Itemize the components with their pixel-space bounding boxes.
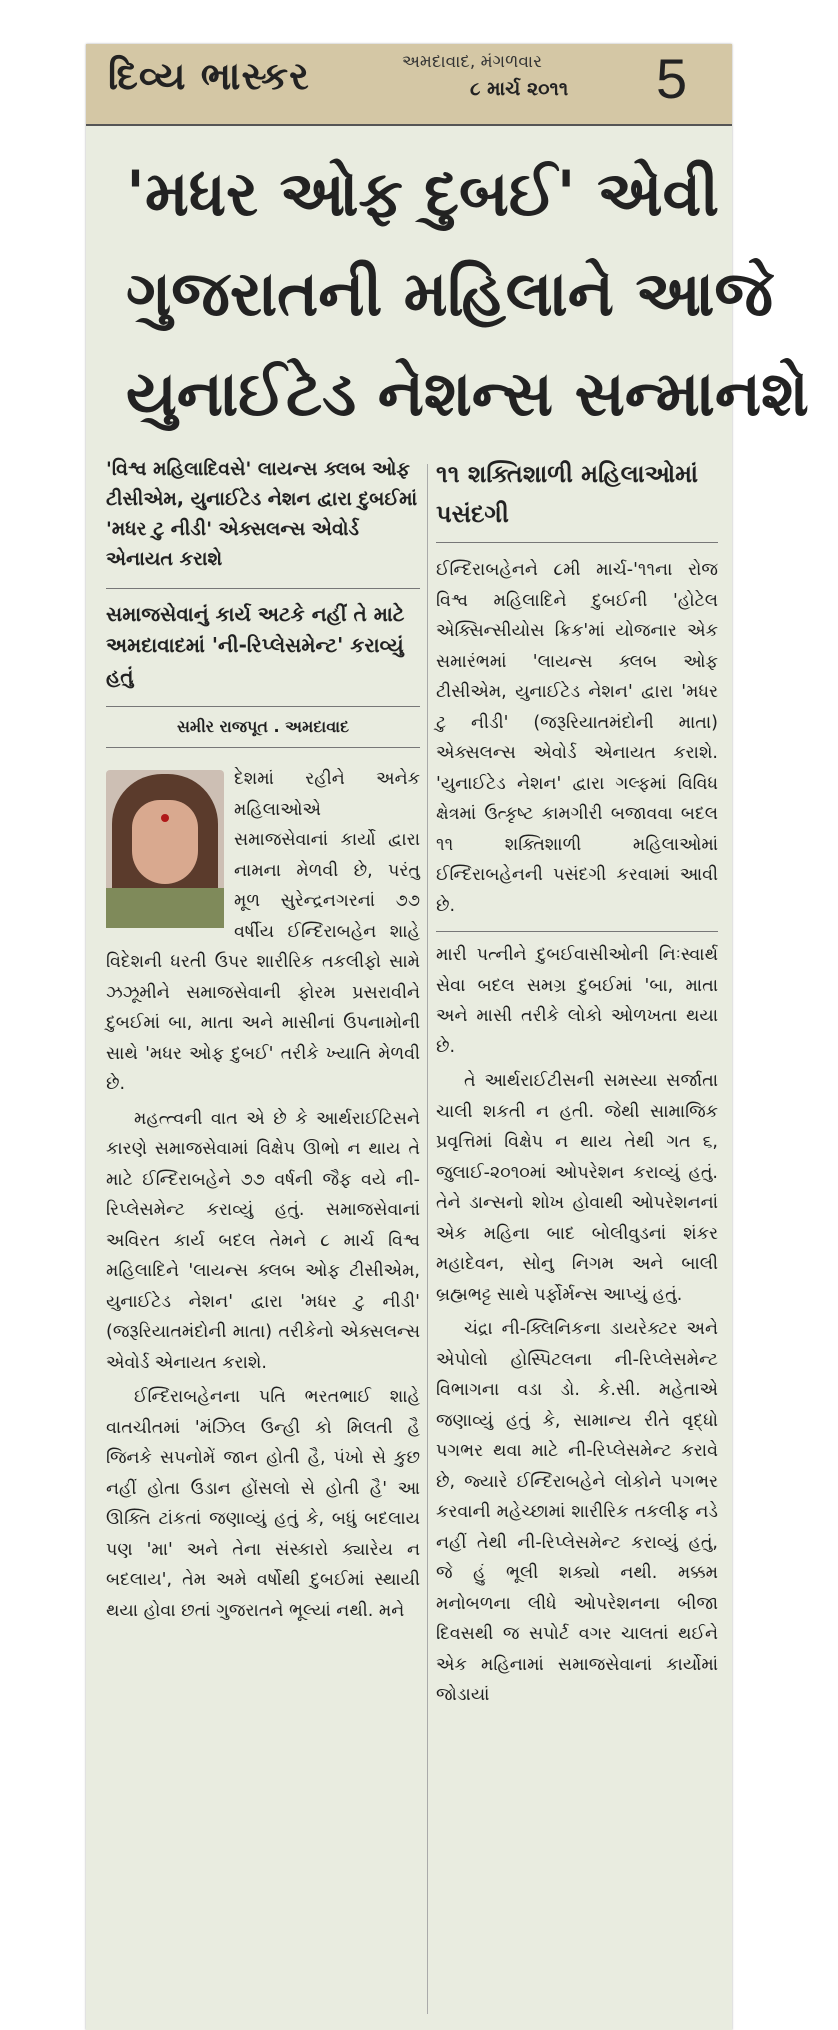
sidebar-divider xyxy=(436,931,718,932)
newspaper-clipping xyxy=(86,44,809,2030)
newspaper-brand: દિવ્ય ભાસ્કર xyxy=(108,54,310,98)
portrait-photo xyxy=(106,770,224,928)
headline-line-3: યુનાઈટેડ નેશન્સ સન્માનશે xyxy=(126,357,809,430)
dateline-date: ૮ માર્ચ ૨૦૧૧ xyxy=(470,78,569,100)
headline-line-2: ગુજરાતની મહિલાને આજે xyxy=(126,257,773,330)
right-paragraph-1: મારી પત્નીને દુબઈવાસીઓની નિઃસ્વાર્થ સેવા બદલ સમગ્ર દુબઈમાં 'બા, માતા અને માસી તરીકે લોકો ઓળખતા થયા છે. xyxy=(436,945,718,1057)
left-paragraph-2: મહત્ત્વની વાત એ છે કે આર્થરાઈટિસને કારણે સમાજસેવામાં વિક્ષેપ ઊભો ન થાય તે માટે ઈન્દિરાબહેને ૭૭ વર્ષની જૈફ વયે ની-રિપ્લેસમેન્ટ કરાવ્યું હતું. સમાજસેવાનાં અવિરત કાર્ય બદલ તેમને ૮ માર્ચ વિશ્વ મહિલાદિને 'લાયન્સ ક્લબ ઓફ ટીસીએમ, યુનાઈટેડ નેશન' દ્વારા 'મધર ટુ નીડી' (જરૂરિયાતમંદોની માતા) તરીકેનો એક્સલન્સ એવોર્ડ એનાયત કરાશે. xyxy=(106,1108,420,1373)
right-body xyxy=(436,555,718,1711)
right-column xyxy=(436,454,718,1715)
column-rule xyxy=(427,464,428,2014)
left-body xyxy=(106,764,420,1626)
dateline-city-day: અમદાવાદ, મંગળવાર xyxy=(402,52,542,72)
right-paragraph-2: તે આર્થરાઈટીસની સમસ્યા સર્જાતા ચાલી શકતી ન હતી. જેથી સામાજિક પ્રવૃત્તિમાં વિક્ષેપ ન થાય તેથી ગત ૬, જુલાઈ-૨૦૧૦માં ઓપરેશન કરાવ્યું હતું. તેને ડાન્સનો શોખ હોવાથી ઓપરેશનનાં એક મહિના બાદ બોલીવુડનાં શંકર મહાદેવન, સોનુ નિગમ અને બાલી બ્રહ્મભટ્ટ સાથે પર્ફોર્મન્સ આપ્યું હતું. xyxy=(436,1071,718,1305)
left-paragraph-1: દેશમાં રહીને અનેક મહિલાઓએ સમાજસેવાનાં કાર્યો દ્વારા નામના મેળવી છે, પરંતુ મૂળ સુરેન્દ્રનગરનાં ૭૭ વર્ષીય ઈન્દિરાબહેન શાહે વિદેશની ધરતી ઉપર શારીરિક તકલીફો સામે ઝઝૂમીને સમાજસેવાની ફોરમ પ્રસરાવીને દુબઈમાં બા, માતા અને માસીનાં ઉપનામોની સાથે 'મધર ઓફ દુબઈ' તરીકે ખ્યાતિ મેળવી છે. xyxy=(106,769,420,1094)
deck-text-2: સમાજસેવાનું કાર્ય અટકે નહીં તે માટે અમદાવાદમાં 'ની-રિપ્લેસમેન્ટ' કરાવ્યું હતું xyxy=(106,588,420,692)
right-paragraph-3: ચંદ્રા ની-ક્લિનિકના ડાયરેક્ટર અને એપોલો હોસ્પિટલના ની-રિપ્લેસમેન્ટ વિભાગના વડા ડો. કે.સી. મહેતાએ જણાવ્યું હતું કે, સામાન્ય રીતે વૃદ્ધો પગભર થવા માટે ની-રિપ્લેસમેન્ટ કરાવે છે, જ્યારે ઈન્દિરાબહેને લોકોને પગભર કરવાની મહેચ્છામાં શારીરિક તકલીફ નડે નહીં તેથી ની-રિપ્લેસમેન્ટ કરાવ્યું હતું, જે હું ભૂલી શક્યો નથી. મક્કમ મનોબળના લીધે ઓપરેશનના બીજા દિવસથી જ સપોર્ટ વગર ચાલતાં થઈને એક મહિનામાં સમાજસેવાનાં કાર્યોમાં જોડાયાં xyxy=(436,1319,718,1705)
byline: સમીર રાજપૂત . અમદાવાદ xyxy=(106,706,420,748)
left-paragraph-3: ઈન્દિરાબહેનના પતિ ભરતભાઈ શાહે વાતચીતમાં 'મંઝિલ ઉન્હી કો મિલતી હૈ જિનકે સપનોમેં જાન હોતી હૈ, પંખો સે કુછ નહીં હોતા ઉડાન હોંસલો સે હોતી હૈ' આ ઊક્તિ ટાંકતાં જણાવ્યું હતું કે, બધું બદલાય પણ 'મા' અને તેના સંસ્કારો ક્યારેય ન બદલાય', તેમ અમે વર્ષોથી દુબઈમાં સ્થાયી થયા હોવા છતાં ગુજરાતને ભૂલ્યાં નથી. મને xyxy=(106,1387,420,1621)
page-number: 5 xyxy=(656,47,688,110)
deck-text-1: 'વિશ્વ મહિલાદિવસે' લાયન્સ ક્લબ ઓફ ટીસીએમ, યુનાઈટેડ નેશન દ્વારા દુબઈમાં 'મધર ટુ નીડી' એક્સલન્સ એવોર્ડ એનાયત કરાશે xyxy=(106,458,418,570)
sidebar-subhead: ૧૧ શક્તિશાળી મહિલાઓમાં પસંદગી xyxy=(436,454,718,543)
masthead xyxy=(86,44,732,126)
left-column xyxy=(106,454,420,1630)
headline-line-1: 'મધર ઓફ દુબઈ' એવી xyxy=(126,157,719,230)
headline xyxy=(126,144,809,444)
sidebar-box-text: ઈન્દિરાબહેનને ૮મી માર્ચ-'૧૧ના રોજ વિશ્વ મહિલાદિને દુબઈની 'હોટેલ એક્સિન્સીયોસ ક્રિક'માં યોજનાર એક સમારંભમાં 'લાયન્સ ક્લબ ઓફ ટીસીએમ, યુનાઈટેડ નેશન' દ્વારા 'મધર ટુ નીડી' (જરૂરિયાતમંદોની માતા) એક્સલન્સ એવોર્ડ એનાયત કરાશે. 'યુનાઈટેડ નેશન' દ્વારા ગલ્ફમાં વિવિધ ક્ષેત્રમાં ઉત્કૃષ્ટ કામગીરી બજાવવા બદલ ૧૧ શક્તિશાળી મહિલાઓમાં ઈન્દિરાબહેનની પસંદગી કરવામાં આવી છે. xyxy=(436,560,718,916)
